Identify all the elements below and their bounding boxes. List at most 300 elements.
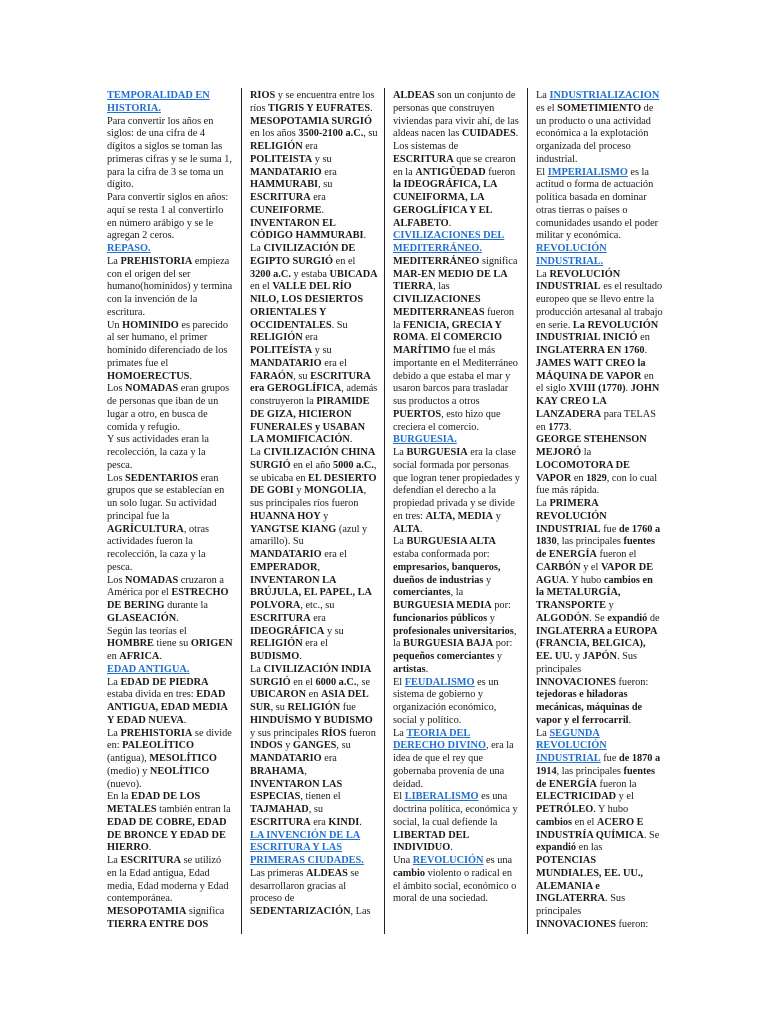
- bold-term: INNOVACIONES: [536, 918, 616, 930]
- bold-term: AGRÍCULTURA: [107, 523, 184, 535]
- section-heading: [536, 243, 663, 269]
- text-run: La: [536, 727, 550, 739]
- text-run: .: [148, 842, 152, 854]
- text-run: fue el más importante en el Mediterráneo debido a que estaba el mar y usaron barcos para trasladar sus productos a otros: [393, 345, 518, 407]
- bold-term: XVIII (1770): [568, 383, 626, 395]
- paragraph: [107, 575, 233, 626]
- bold-term: EL DESIERTO DE GOBI: [250, 472, 377, 497]
- section-heading: [250, 830, 378, 868]
- highlighted-term: FEUDALISMO: [404, 676, 475, 688]
- text-run: . Sus principales: [536, 651, 637, 675]
- text-run: en el: [250, 281, 273, 293]
- bold-term: CARBÓN: [536, 561, 581, 573]
- bold-term: ELECTRICIDAD: [536, 791, 617, 803]
- paragraph: [107, 192, 233, 243]
- text-run: , su: [293, 370, 311, 382]
- bold-term: NOMADAS: [125, 383, 179, 395]
- bold-term: PRIMERA REVOLUCIÓN INDUSTRIAL: [536, 498, 607, 535]
- bold-term: funcionarios públicos: [393, 612, 488, 624]
- bold-term: TIGRIS Y EUFRATES: [268, 102, 371, 114]
- text-run: , se: [356, 676, 371, 688]
- text-run: , esto hizo que creciera el comercio.: [393, 408, 501, 433]
- text-run: .: [568, 421, 572, 433]
- bold-term: ESCRITURA era GEROGLÍFICA: [250, 370, 371, 395]
- text-run: cruzaron a América por el: [107, 574, 224, 599]
- section-heading: [393, 434, 520, 447]
- text-run: fueron el: [596, 549, 637, 560]
- text-run: tiene su: [153, 638, 191, 650]
- column-divider: [527, 88, 528, 934]
- paragraph: [536, 269, 663, 435]
- paragraph: [393, 791, 520, 855]
- bold-term: HAMMURABI: [250, 179, 319, 191]
- text-run: , su: [270, 702, 288, 713]
- bold-term: JOHN KAY CREO LA LANZADERA: [536, 383, 660, 420]
- bold-term: HOMOERECTUS: [107, 370, 190, 382]
- bold-term: CIVILIZACIONES MEDITERRANEAS: [393, 294, 485, 318]
- bold-term: empresarios, banqueros, dueños de industrias: [393, 561, 501, 586]
- bold-term: PALEOLÍTICO: [122, 740, 195, 752]
- bold-term: POLITEÍSTA: [250, 345, 313, 356]
- text-run: y: [282, 740, 293, 752]
- text-run: . Se: [589, 612, 608, 624]
- bold-term: RELIGIÓN: [250, 638, 303, 650]
- bold-term: SEDENTARIZACIÓN: [250, 906, 351, 917]
- bold-term: 3200 a.C.: [250, 268, 291, 280]
- text-run: Para convertir siglos en años: aquí se resta 1 al convertirlo en número arábigo y se le agregan 2 ceros.: [107, 192, 229, 242]
- paragraph: [107, 626, 233, 664]
- highlighted-term: TEMPORALIDAD EN HISTORIA.: [107, 90, 210, 114]
- highlighted-term: IMPERIALISMO: [547, 166, 628, 178]
- text-run: fueron la: [393, 306, 514, 331]
- bold-term: PETRÓLEO: [536, 804, 594, 815]
- bold-term: JAPÓN: [582, 651, 617, 662]
- bold-term: HOMINIDO: [122, 319, 179, 331]
- text-run: (azul y amarillo). Su: [250, 523, 368, 548]
- text-run: significa: [479, 255, 518, 267]
- text-run: Y sus actividades eran la recolección, la caza y la pesca.: [107, 434, 209, 471]
- bold-term: MESOLÍTICO: [149, 753, 217, 764]
- bold-term: FARAÓN: [250, 370, 294, 382]
- text-run: La: [250, 663, 264, 675]
- text-run: y: [493, 510, 501, 522]
- text-run: fue: [600, 753, 619, 764]
- text-column-3: [393, 90, 520, 906]
- bold-term: MANDATARIO: [250, 166, 322, 178]
- bold-term: ALTA: [393, 523, 420, 535]
- text-run: fueron: [485, 166, 516, 178]
- text-run: era el: [302, 638, 328, 650]
- bold-term: BRAHAMA: [250, 765, 305, 777]
- text-run: y su: [324, 625, 344, 637]
- bold-term: POLITEISTA: [250, 153, 313, 165]
- text-run: era: [310, 192, 326, 203]
- section-heading: [107, 664, 233, 677]
- paragraph: [250, 664, 378, 830]
- bold-term: INDOS: [250, 740, 283, 752]
- text-run: Los: [107, 574, 126, 586]
- paragraph: [250, 868, 378, 919]
- bold-term: INVENTARON LA BRÚJULA, EL PAPEL, LA POLVORA: [250, 574, 372, 611]
- text-run: fue: [340, 702, 356, 713]
- text-run: y: [293, 485, 305, 497]
- bold-term: PIRAMIDE DE GIZA, HICIERON FUNERALES y USABAN LA MOMIFICACIÓN: [250, 396, 370, 446]
- text-run: La: [250, 447, 264, 458]
- text-run: . Sus principales: [536, 893, 626, 917]
- text-run: , su: [363, 128, 378, 140]
- bold-term: ESCRITURA: [250, 192, 311, 203]
- bold-term: CUIDADES: [461, 128, 516, 140]
- highlighted-term: SEGUNDA REVOLUCIÓN INDUSTRIAL: [536, 727, 607, 764]
- bold-term: VALLE DEL RÍO NILO, LOS DESIERTOS ORIENTALES Y OCCIDENTALES: [250, 281, 364, 331]
- bold-term: MAR-EN MEDIO DE LA TIERRA: [393, 268, 508, 293]
- text-run: en: [571, 472, 587, 484]
- text-run: , era la idea de que el rey que gobernaba provenía de una deidad.: [393, 740, 514, 790]
- column-divider: [241, 88, 242, 934]
- text-run: y: [606, 600, 614, 611]
- paragraph: [536, 167, 663, 244]
- text-run: .: [448, 217, 452, 229]
- bold-term: HOMBRE: [107, 638, 154, 650]
- bold-term: CIVILIZACIÓN CHINA SURGIÓ: [250, 447, 375, 471]
- bold-term: BURGUESIA BAJA: [403, 638, 494, 650]
- bold-term: UBICARON: [250, 689, 307, 701]
- text-run: .: [628, 714, 632, 726]
- text-run: , las: [433, 281, 450, 293]
- text-run: (nuevo).: [107, 778, 142, 790]
- bold-term: MESOPOTAMIA SURGIÓ: [250, 115, 372, 127]
- text-run: La: [536, 268, 550, 280]
- bold-term: EDAD DE LOS METALES: [107, 791, 201, 815]
- text-run: .: [159, 651, 162, 662]
- paragraph: [393, 536, 520, 676]
- text-run: en: [637, 332, 650, 344]
- text-run: El: [536, 166, 548, 178]
- text-run: .: [425, 663, 429, 675]
- text-column-1: [107, 90, 233, 932]
- text-run: era el: [321, 549, 347, 560]
- bold-term: ALDEAS: [306, 867, 348, 879]
- bold-term: IDEOGRÁFICA: [250, 625, 325, 637]
- paragraph: [393, 855, 520, 906]
- text-run: , Las: [350, 906, 371, 917]
- text-run: La: [250, 243, 264, 254]
- paragraph: [250, 243, 378, 447]
- bold-term: BURGUESIA ALTA: [406, 536, 496, 548]
- text-run: , las principales: [556, 765, 624, 777]
- bold-term: expandió: [607, 612, 648, 624]
- text-run: y estaba: [290, 268, 330, 280]
- text-run: y el: [580, 561, 601, 573]
- highlighted-term: BURGUESIA.: [393, 434, 457, 446]
- bold-term: cambios: [536, 816, 573, 828]
- text-run: y el: [616, 791, 634, 803]
- text-run: .: [359, 816, 362, 828]
- section-heading: [107, 90, 233, 116]
- text-run: La: [107, 855, 121, 866]
- text-run: . Y hubo: [566, 574, 604, 586]
- bold-term: comerciantes: [393, 587, 451, 599]
- text-run: , su: [308, 804, 324, 815]
- bold-term: JAMES WATT CREO la MÁQUINA DE VAPOR: [536, 357, 646, 382]
- text-run: para TELAS en: [536, 408, 656, 433]
- text-run: era el: [321, 357, 347, 369]
- text-run: , tienen el: [300, 791, 341, 803]
- bold-term: EDAD DE PIEDRA: [120, 676, 209, 688]
- text-run: en el: [333, 255, 356, 267]
- paragraph: [536, 90, 663, 167]
- bold-term: ESTRECHO DE BERING: [107, 587, 229, 611]
- text-run: era: [321, 166, 337, 178]
- text-run: .: [349, 434, 353, 446]
- text-run: , etc., su: [300, 600, 335, 611]
- bold-term: cambios en la METALURGÍA, TRANSPORTE: [536, 574, 653, 611]
- bold-term: REVOLUCIÓN INDUSTRIAL: [536, 268, 621, 293]
- text-run: .: [176, 612, 179, 624]
- paragraph: [107, 791, 233, 855]
- paragraph: [107, 383, 233, 434]
- text-run: por:: [493, 638, 513, 650]
- bold-term: YANGTSE KIANG: [250, 523, 337, 535]
- bold-term: CUNEIFORME: [250, 204, 322, 216]
- text-run: . Los sistemas de: [393, 128, 519, 152]
- highlighted-term: EDAD ANTIGUA.: [107, 663, 190, 675]
- text-run: , sus principales ríos fueron: [250, 485, 367, 509]
- text-run: .: [321, 204, 325, 216]
- bold-term: El COMERCIO MARÍTIMO: [393, 332, 502, 356]
- text-run: y: [572, 651, 583, 662]
- text-run: Según las teorías el: [107, 625, 187, 637]
- text-run: eran grupos que se establecían en un solo lugar. Su actividad principal fue la: [107, 472, 225, 522]
- text-run: en: [107, 651, 120, 662]
- text-run: también entran la: [156, 804, 231, 815]
- text-run: (medio) y: [107, 765, 150, 777]
- bold-term: MESOPOTAMIA: [107, 906, 187, 917]
- text-run: es un sistema de gobierno y organización económico, social y político.: [393, 676, 499, 726]
- bold-term: MONGOLIA: [304, 485, 364, 497]
- text-run: Un: [107, 319, 123, 331]
- text-run: y se encuentra entre los ríos: [250, 90, 375, 114]
- bold-term: RELIGIÓN: [250, 141, 303, 152]
- bold-term: NEOLÍTICO: [149, 765, 210, 777]
- paragraph: [250, 90, 378, 243]
- text-run: de un producto o una actividad económica a la explotación organizada del proceso industrial.: [536, 102, 654, 165]
- bold-term: VAPOR DE AGUA: [536, 561, 654, 586]
- bold-term: EDAD DE COBRE, EDAD DE BRONCE Y EDAD DE HIERRO: [107, 816, 227, 854]
- bold-term: SOMETIMIENTO: [557, 102, 642, 114]
- text-run: fue: [600, 523, 619, 535]
- bold-term: GLASEACIÓN: [107, 612, 177, 624]
- highlighted-term: REVOLUCIÓN INDUSTRIAL.: [536, 243, 607, 267]
- bold-term: INVENTARON LAS ESPECIAS: [250, 778, 343, 803]
- text-run: . Se: [643, 829, 660, 841]
- text-run: es parecido al ser humano, el primer homínido diferenciado de los primates fue el: [107, 319, 228, 369]
- text-run: es el: [536, 102, 558, 114]
- text-run: .: [450, 842, 453, 854]
- text-run: y: [320, 510, 329, 522]
- bold-term: RELIGIÓN: [287, 702, 341, 713]
- text-run: se desarrollaron gracias al proceso de: [250, 867, 359, 905]
- bold-term: ALDEAS: [393, 90, 435, 101]
- bold-term: fuentes de ENERGÍA: [536, 765, 655, 790]
- bold-term: artistas: [393, 663, 426, 675]
- text-run: fueron: [346, 727, 376, 739]
- bold-term: TIERRA ENTRE DOS: [107, 918, 209, 930]
- text-run: . Y hubo: [593, 804, 629, 815]
- bold-term: de 1760 a 1830: [536, 523, 661, 548]
- bold-term: SEDENTARIOS: [125, 472, 199, 484]
- bold-term: PREHISTORIA: [120, 727, 193, 739]
- text-run: era: [310, 612, 326, 624]
- text-run: ,: [304, 765, 307, 777]
- text-run: violento o radical en el ámbito social, económico o moral de una sociedad.: [393, 867, 517, 905]
- text-run: .: [625, 383, 631, 395]
- text-run: eran grupos de personas que iban de un lugar a otro, en busca de comida y refugio.: [107, 383, 230, 433]
- bold-term: MANDATARIO: [250, 753, 322, 764]
- text-run: estaba divida en tres:: [107, 689, 197, 701]
- bold-term: la IDEOGRÁFICA, LA CUNEIFORMA, LA GEROGLÍFICA Y EL ALFABETO: [393, 179, 497, 229]
- text-run: En la: [107, 791, 132, 803]
- text-run: por:: [491, 600, 511, 611]
- paragraph: [107, 256, 233, 320]
- bold-term: ACERO E INDUSTRÍA QUÍMICA: [536, 816, 644, 841]
- text-run: , con lo cual fue más rápida.: [536, 472, 658, 497]
- highlighted-term: LIBERALISMO: [404, 791, 479, 803]
- text-run: y: [494, 651, 503, 662]
- bold-term: profesionales universitarios: [393, 625, 514, 637]
- text-run: Los: [107, 383, 126, 395]
- text-run: y su: [312, 345, 332, 356]
- bold-term: ESCRITURA: [250, 816, 311, 828]
- bold-term: BUDISMO: [250, 651, 300, 662]
- bold-term: INGLATERRA a EUROPA (FRANCIA, BELGICA), EE. UU.: [536, 625, 657, 662]
- bold-term: cambio: [393, 867, 426, 879]
- bold-term: ALTA, MEDIA: [425, 510, 494, 522]
- text-run: en el: [572, 816, 597, 828]
- bold-term: RELIGIÓN: [250, 332, 303, 344]
- text-run: era: [302, 332, 318, 344]
- text-run: (antigua),: [107, 753, 150, 764]
- text-run: La: [107, 727, 121, 739]
- text-run: en las: [576, 842, 603, 854]
- text-run: Las primeras: [250, 867, 307, 879]
- text-run: La: [536, 498, 550, 509]
- bold-term: INGLATERRA EN 1760: [536, 345, 645, 356]
- bold-term: CIVILIZACIÓN INDIA SURGIÓ: [250, 663, 371, 688]
- text-run: es una: [483, 855, 513, 866]
- highlighted-term: REVOLUCIÓN: [412, 855, 484, 866]
- text-column-2: [250, 90, 378, 919]
- text-run: fueron:: [615, 676, 649, 688]
- text-run: era: [302, 141, 318, 152]
- text-run: El: [393, 791, 405, 803]
- text-run: en los años: [250, 128, 299, 140]
- text-run: es el resultado europeo que se llevo entre la producción artesanal al trabajo en serie.: [536, 281, 663, 331]
- text-run: , las principales: [556, 536, 624, 548]
- bold-term: CIVILIZACIÓN DE EGIPTO SURGIÓ: [250, 243, 356, 267]
- bold-term: ALGODÓN: [536, 612, 590, 624]
- text-run: y: [487, 612, 495, 624]
- bold-term: BURGUESIA: [406, 447, 468, 458]
- text-run: .: [644, 345, 648, 356]
- bold-term: ORIGEN: [190, 638, 233, 650]
- text-run: .: [189, 370, 192, 382]
- text-run: .: [370, 102, 373, 114]
- bold-term: 1773: [548, 421, 569, 433]
- text-run: se utilizó en la Edad antigua, Edad media, Edad moderna y Edad contemporánea.: [107, 855, 229, 905]
- text-run: fueron:: [615, 918, 649, 930]
- paragraph: [536, 728, 663, 932]
- text-run: ,: [317, 561, 321, 573]
- bold-term: TAJMAHAD: [250, 804, 309, 815]
- paragraph: [393, 677, 520, 728]
- text-run: de: [647, 612, 660, 624]
- text-run: Los: [107, 472, 126, 484]
- highlighted-term: LA INVENCIÓN DE LA ESCRITURA Y LAS PRIMERAS CIUDADES.: [250, 829, 364, 866]
- bold-term: ASIA DEL SUR: [250, 689, 369, 713]
- text-run: es la actitud o forma de actuación política basada en dominar otras tierras o países o comunidades usando el poder militar y económica.: [536, 166, 659, 242]
- text-run: en el siglo: [536, 370, 654, 395]
- text-run: , además construyeron la: [250, 383, 378, 407]
- text-run: la: [581, 447, 592, 458]
- text-run: La: [393, 536, 407, 548]
- paragraph: [107, 728, 233, 792]
- text-run: . Su: [331, 319, 348, 331]
- text-run: en el: [290, 676, 316, 688]
- paragraph: [107, 906, 233, 932]
- bold-term: EDAD ANTIGUA, EDAD MEDIA Y EDAD NUEVA: [107, 689, 228, 726]
- bold-term: ESCRITURA: [250, 612, 311, 624]
- text-run: y su: [312, 153, 332, 165]
- text-run: Una: [393, 855, 413, 866]
- bold-term: 6000 a.C.: [315, 676, 357, 688]
- bold-term: pequeños comerciantes: [393, 651, 495, 662]
- paragraph: [393, 90, 520, 230]
- bold-term: INVENTARON EL CÓDIGO HAMMURABI: [250, 217, 364, 242]
- text-run: son un conjunto de personas que construyen viviendas para vivir ahí, de las aldeas nacen las: [393, 90, 519, 140]
- text-run: , su: [336, 740, 351, 752]
- bold-term: MEDITERRÁNEO: [393, 255, 480, 267]
- text-run: .: [299, 651, 302, 662]
- text-run: El: [393, 676, 405, 688]
- bold-term: BURGUESIA MEDIA: [393, 600, 492, 611]
- text-run: en: [306, 689, 321, 701]
- paragraph: [107, 855, 233, 906]
- bold-term: RÍOS: [250, 90, 276, 101]
- text-run: y sus principales: [250, 727, 322, 739]
- paragraph: [107, 677, 233, 728]
- bold-term: KINDI: [328, 816, 360, 828]
- text-run: se divide en:: [107, 727, 232, 752]
- text-run: La: [536, 90, 550, 101]
- bold-term: NOMADAS: [125, 574, 179, 586]
- bold-term: INNOVACIONES: [536, 676, 616, 688]
- bold-term: LIBERTAD DEL INDIVIDUO: [393, 829, 469, 854]
- paragraph: [536, 434, 663, 498]
- bold-term: 5000 a.C.: [332, 459, 374, 471]
- paragraph: [393, 256, 520, 435]
- text-column-4: [536, 90, 663, 932]
- text-run: .: [425, 332, 431, 344]
- bold-term: FENICIA, GRECIA Y ROMA: [393, 319, 502, 344]
- paragraph: [107, 434, 233, 472]
- bold-term: 1829: [586, 472, 607, 484]
- bold-term: HUANNA HOY: [250, 510, 321, 522]
- paragraph: [107, 320, 233, 384]
- bold-term: AFRICA: [119, 651, 160, 662]
- text-run: Para convertir los años en siglos: de una cifra de 4 dígitos a siglos se toman las primeras cifras y se le suma 1, para la cifra de 3 se toma un dígito.: [107, 115, 232, 191]
- text-run: La: [107, 676, 121, 688]
